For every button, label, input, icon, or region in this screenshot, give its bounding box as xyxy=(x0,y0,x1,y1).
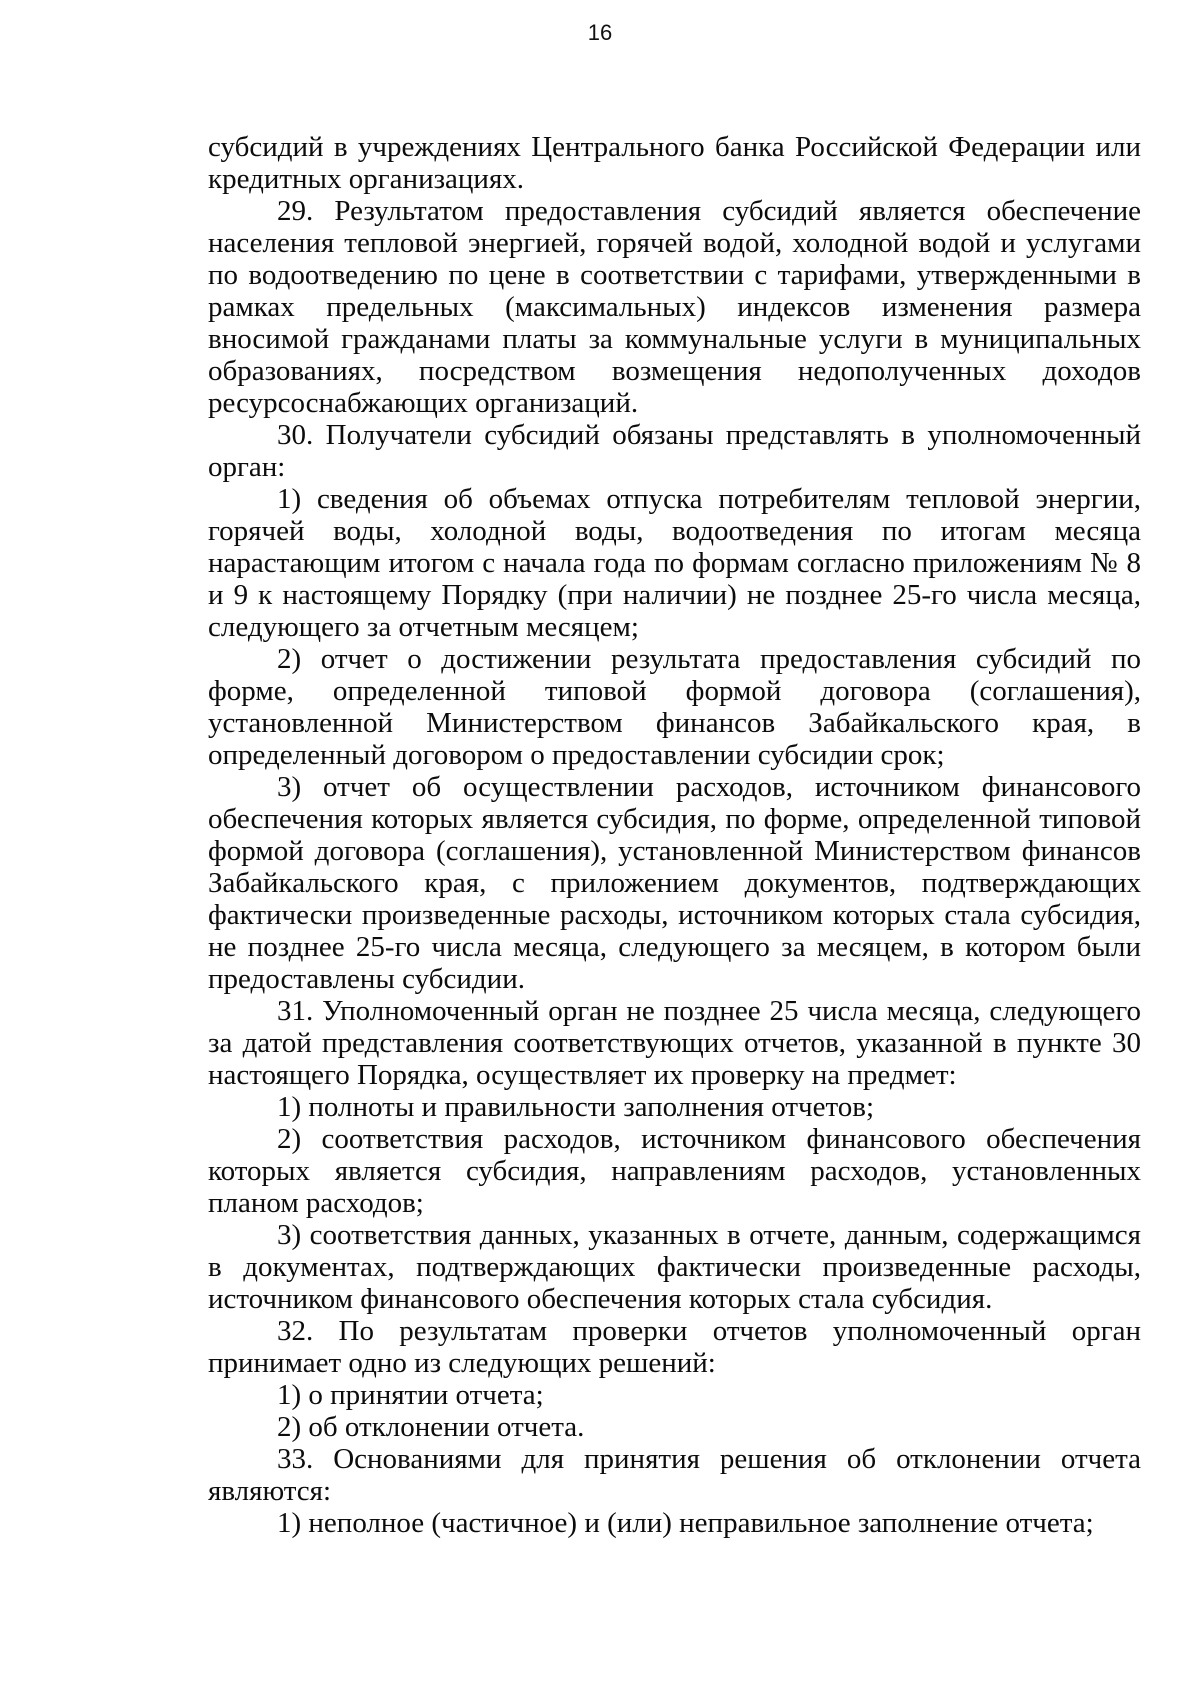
paragraph-item-30: 30. Получатели субсидий обязаны представлять в уполномоченный орган: xyxy=(208,419,1141,483)
paragraph-item-30-3: 3) отчет об осуществлении расходов, источником финансового обеспечения которых является субсидия, по форме, определенной типовой формой договора (соглашения), установленной Министерством финансов Забайкальского края, с приложением документов, подтверждающих фактически произведенные расходы, источником которых стала субсидия, не позднее 25-го числа месяца, следующего за месяцем, в котором были предоставлены субсидии. xyxy=(208,771,1141,995)
paragraph-item-31-3: 3) соответствия данных, указанных в отчете, данным, содержащимся в документах, подтверждающих фактически произведенные расходы, источником финансового обеспечения которых стала субсидия. xyxy=(208,1219,1141,1315)
paragraph-item-33-1: 1) неполное (частичное) и (или) неправильное заполнение отчета; xyxy=(277,1507,1094,1539)
paragraph-item-31-1: 1) полноты и правильности заполнения отчетов; xyxy=(277,1091,875,1123)
paragraph-item-31: 31. Уполномоченный орган не позднее 25 числа месяца, следующего за датой представления соответствующих отчетов, указанной в пункте 30 настоящего Порядка, осуществляет их проверку на предмет: xyxy=(208,995,1141,1091)
paragraph-item-32: 32. По результатам проверки отчетов уполномоченный орган принимает одно из следующих решений: xyxy=(208,1315,1141,1379)
page-number: 16 xyxy=(587,20,613,45)
paragraph-item-29: 29. Результатом предоставления субсидий является обеспечение населения тепловой энергией, горячей водой, холодной водой и услугами по водоотведению по цене в соответствии с тарифами, утвержденными в рамках предельных (максимальных) индексов изменения размера вносимой гражданами платы за коммунальные услуги в муниципальных образованиях, посредством возмещения недополученных доходов ресурсоснабжающих организаций. xyxy=(208,195,1141,419)
paragraph-item-30-1: 1) сведения об объемах отпуска потребителям тепловой энергии, горячей воды, холодной воды, водоотведения по итогам месяца нарастающим итогом с начала года по формам согласно приложениям № 8 и 9 к настоящему Порядку (при наличии) не позднее 25-го числа месяца, следующего за отчетным месяцем; xyxy=(208,483,1141,643)
paragraph-continuation: субсидий в учреждениях Центрального банка Российской Федерации или кредитных организациях. xyxy=(208,131,1141,195)
document-body xyxy=(208,131,1141,1539)
paragraph-item-30-2: 2) отчет о достижении результата предоставления субсидий по форме, определенной типовой формой договора (соглашения), установленной Министерством финансов Забайкальского края, в определенный договором о предоставлении субсидии срок; xyxy=(208,643,1141,771)
paragraph-item-33: 33. Основаниями для принятия решения об отклонении отчета являются: xyxy=(208,1443,1141,1507)
paragraph-item-31-2: 2) соответствия расходов, источником финансового обеспечения которых является субсидия, направлениям расходов, установленных планом расходов; xyxy=(208,1123,1141,1219)
paragraph-item-32-1: 1) о принятии отчета; xyxy=(277,1379,544,1411)
paragraph-item-32-2: 2) об отклонении отчета. xyxy=(277,1411,585,1443)
